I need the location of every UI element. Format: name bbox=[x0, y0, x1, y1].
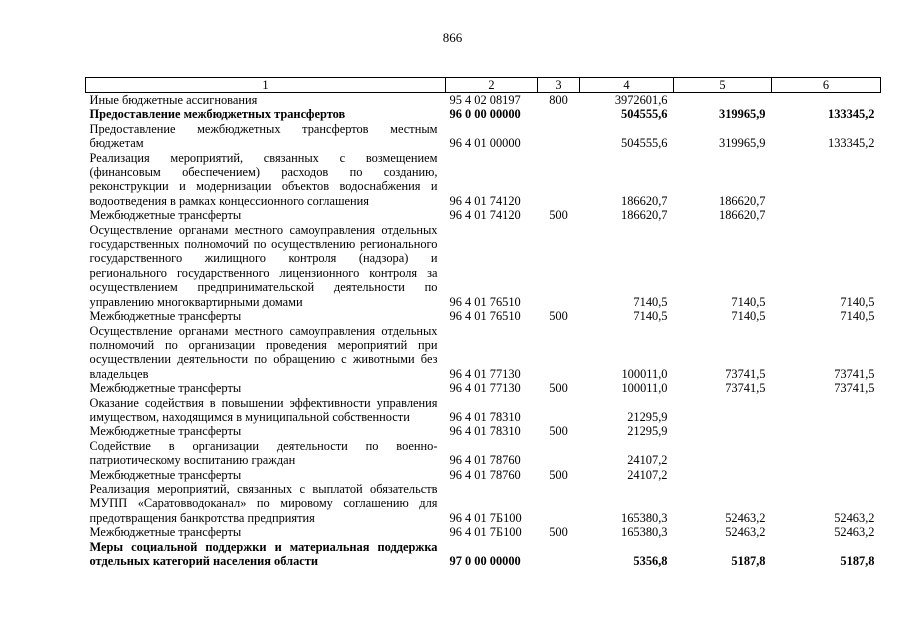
row-expense-type bbox=[538, 223, 580, 309]
row-description: Меры социальной поддержки и материальная поддержка отдельных категорий населения области bbox=[89, 539, 438, 568]
row-value-year2: 319965,9 bbox=[719, 136, 766, 151]
row-value-year1: 3972601,6 bbox=[614, 93, 668, 107]
row-expense-type: 500 bbox=[549, 525, 568, 540]
row-value-year3: 7140,5 bbox=[840, 294, 875, 309]
row-description: Предоставление межбюджетных трансфертов местным бюджетам bbox=[89, 121, 438, 151]
row-value-year2 bbox=[674, 424, 772, 438]
table-row bbox=[86, 309, 881, 323]
row-target-code: 96 4 01 78760 bbox=[449, 453, 521, 468]
row-target-code: 96 4 01 77130 bbox=[449, 366, 521, 381]
row-expense-type: 500 bbox=[549, 467, 568, 482]
row-expense-type: 500 bbox=[549, 381, 568, 396]
row-description: Иные бюджетные ассигнования bbox=[89, 93, 258, 107]
row-value-year1: 100011,0 bbox=[621, 381, 668, 396]
row-value-year2: 73741,5 bbox=[725, 366, 766, 381]
row-expense-type bbox=[538, 439, 580, 468]
row-target-code: 96 4 01 76510 bbox=[449, 294, 521, 309]
row-description: Межбюджетные трансферты bbox=[89, 381, 242, 396]
table-row bbox=[86, 223, 881, 309]
budget-table bbox=[85, 77, 881, 568]
row-value-year2: 52463,2 bbox=[725, 510, 766, 525]
row-target-code: 96 4 01 74120 bbox=[449, 193, 521, 208]
row-target-code: 95 4 02 08197 bbox=[449, 93, 521, 107]
row-expense-type: 500 bbox=[549, 309, 568, 324]
table-row bbox=[86, 396, 881, 425]
row-expense-type bbox=[538, 482, 580, 525]
row-value-year3: 5187,8 bbox=[840, 554, 875, 568]
row-value-year3 bbox=[772, 208, 881, 222]
row-value-year1: 165380,3 bbox=[621, 510, 668, 525]
row-description: Межбюджетные трансферты bbox=[89, 424, 242, 439]
row-value-year2: 52463,2 bbox=[725, 525, 766, 540]
row-value-year1: 24107,2 bbox=[627, 467, 668, 482]
row-value-year3 bbox=[772, 468, 881, 482]
row-value-year2: 7140,5 bbox=[731, 309, 766, 324]
row-value-year2: 73741,5 bbox=[725, 381, 766, 396]
table-row bbox=[86, 439, 881, 468]
table-row bbox=[86, 424, 881, 438]
table-row bbox=[86, 122, 881, 151]
row-expense-type bbox=[538, 151, 580, 209]
table-row bbox=[86, 151, 881, 209]
row-description: Осуществление органами местного самоуправления отдельных полномочий по организации проведения мероприятий при осуществлении деятельности по обращению с животными без владельцев bbox=[89, 323, 438, 381]
row-description: Реализация мероприятий, связанных с выплатой обязательств МУПП «Саратовводоканал» по мировому соглашению для предотвращения банкротства предприятия bbox=[89, 481, 438, 525]
row-value-year2 bbox=[674, 439, 772, 468]
header-col-5: 5 bbox=[674, 78, 772, 93]
row-target-code: 96 4 01 76510 bbox=[449, 309, 521, 324]
table-row bbox=[86, 482, 881, 525]
row-description: Межбюджетные трансферты bbox=[89, 309, 242, 324]
row-expense-type bbox=[538, 107, 580, 121]
row-expense-type bbox=[538, 396, 580, 425]
row-description: Межбюджетные трансферты bbox=[89, 208, 242, 223]
row-target-code: 96 4 01 00000 bbox=[449, 136, 521, 151]
row-target-code: 96 4 01 78310 bbox=[449, 424, 521, 439]
row-value-year3: 52463,2 bbox=[834, 510, 875, 525]
row-value-year3 bbox=[772, 439, 881, 468]
row-value-year1: 504555,6 bbox=[621, 136, 668, 151]
row-value-year1: 5356,8 bbox=[633, 554, 668, 568]
row-value-year3: 73741,5 bbox=[834, 381, 875, 396]
header-col-1: 1 bbox=[86, 78, 446, 93]
table-header-row bbox=[86, 78, 881, 93]
page-number: 866 bbox=[442, 30, 463, 45]
row-expense-type: 500 bbox=[549, 424, 568, 439]
row-expense-type bbox=[538, 540, 580, 569]
row-value-year2 bbox=[674, 93, 772, 108]
row-value-year1: 504555,6 bbox=[621, 107, 668, 122]
row-value-year3: 133345,2 bbox=[828, 107, 875, 122]
row-description: Межбюджетные трансферты bbox=[89, 525, 242, 540]
row-expense-type bbox=[538, 324, 580, 382]
row-target-code: 96 4 01 78310 bbox=[449, 409, 521, 424]
row-value-year3 bbox=[772, 151, 881, 209]
table-row bbox=[86, 525, 881, 539]
table-row bbox=[86, 93, 881, 108]
table-row bbox=[86, 468, 881, 482]
header-col-3: 3 bbox=[538, 78, 580, 93]
table-row bbox=[86, 381, 881, 395]
row-description: Оказание содействия в повышении эффективности управления имуществом, находящимся в муниципальной собственности bbox=[89, 395, 438, 424]
row-value-year1: 165380,3 bbox=[621, 525, 668, 540]
row-value-year2 bbox=[674, 396, 772, 425]
table-row bbox=[86, 208, 881, 222]
row-value-year1: 186620,7 bbox=[621, 193, 668, 208]
row-expense-type: 800 bbox=[549, 93, 568, 107]
row-value-year3 bbox=[772, 93, 881, 108]
row-target-code: 96 4 01 77130 bbox=[449, 381, 521, 396]
row-target-code: 96 4 01 74120 bbox=[449, 208, 521, 223]
row-value-year2: 186620,7 bbox=[719, 193, 766, 208]
row-value-year1: 7140,5 bbox=[633, 309, 668, 324]
row-value-year3: 7140,5 bbox=[840, 309, 875, 324]
row-target-code: 97 0 00 00000 bbox=[449, 554, 521, 568]
row-value-year3: 52463,2 bbox=[834, 525, 875, 540]
row-value-year1: 100011,0 bbox=[621, 366, 668, 381]
header-col-6: 6 bbox=[772, 78, 881, 93]
row-value-year1: 24107,2 bbox=[627, 453, 668, 468]
row-value-year1: 186620,7 bbox=[621, 208, 668, 223]
header-col-2: 2 bbox=[446, 78, 538, 93]
row-description: Межбюджетные трансферты bbox=[89, 467, 242, 482]
row-value-year3: 73741,5 bbox=[834, 366, 875, 381]
row-value-year2 bbox=[674, 468, 772, 482]
row-description: Реализация мероприятий, связанных с возмещением (финансовым обеспечением) расходов по созданию, реконструкции и модернизации объектов водоснабжения и водоотведения в рамках концессионного соглашения bbox=[89, 150, 438, 208]
row-value-year2: 7140,5 bbox=[731, 294, 766, 309]
table-row bbox=[86, 324, 881, 382]
row-value-year2: 319965,9 bbox=[719, 107, 766, 122]
row-value-year2: 186620,7 bbox=[719, 208, 766, 223]
row-value-year3 bbox=[772, 424, 881, 438]
row-value-year3: 133345,2 bbox=[828, 136, 875, 151]
row-target-code: 96 4 01 7Б100 bbox=[449, 525, 522, 540]
row-expense-type bbox=[538, 122, 580, 151]
row-description: Осуществление органами местного самоуправления отдельных государственных полномочий по осуществлению регионального государственного жилищного контроля (надзора) и регионального государственного лицензионного контроля за осуществлением предпринимательской деятельности по управлению многоквартирными домами bbox=[89, 222, 438, 309]
row-description: Содействие в организации деятельности по военно-патриотическому воспитанию граждан bbox=[89, 438, 438, 468]
row-description: Предоставление межбюджетных трансфертов bbox=[89, 107, 346, 122]
row-value-year2: 5187,8 bbox=[731, 554, 766, 568]
row-value-year1: 21295,9 bbox=[627, 409, 668, 424]
table-row bbox=[86, 107, 881, 121]
row-expense-type: 500 bbox=[549, 208, 568, 223]
row-target-code: 96 0 00 00000 bbox=[449, 107, 521, 122]
row-target-code: 96 4 01 7Б100 bbox=[449, 510, 522, 525]
row-value-year1: 7140,5 bbox=[633, 294, 668, 309]
row-value-year3 bbox=[772, 396, 881, 425]
header-col-4: 4 bbox=[580, 78, 674, 93]
row-target-code: 96 4 01 78760 bbox=[449, 467, 521, 482]
row-value-year1: 21295,9 bbox=[627, 424, 668, 439]
table-row bbox=[86, 540, 881, 569]
